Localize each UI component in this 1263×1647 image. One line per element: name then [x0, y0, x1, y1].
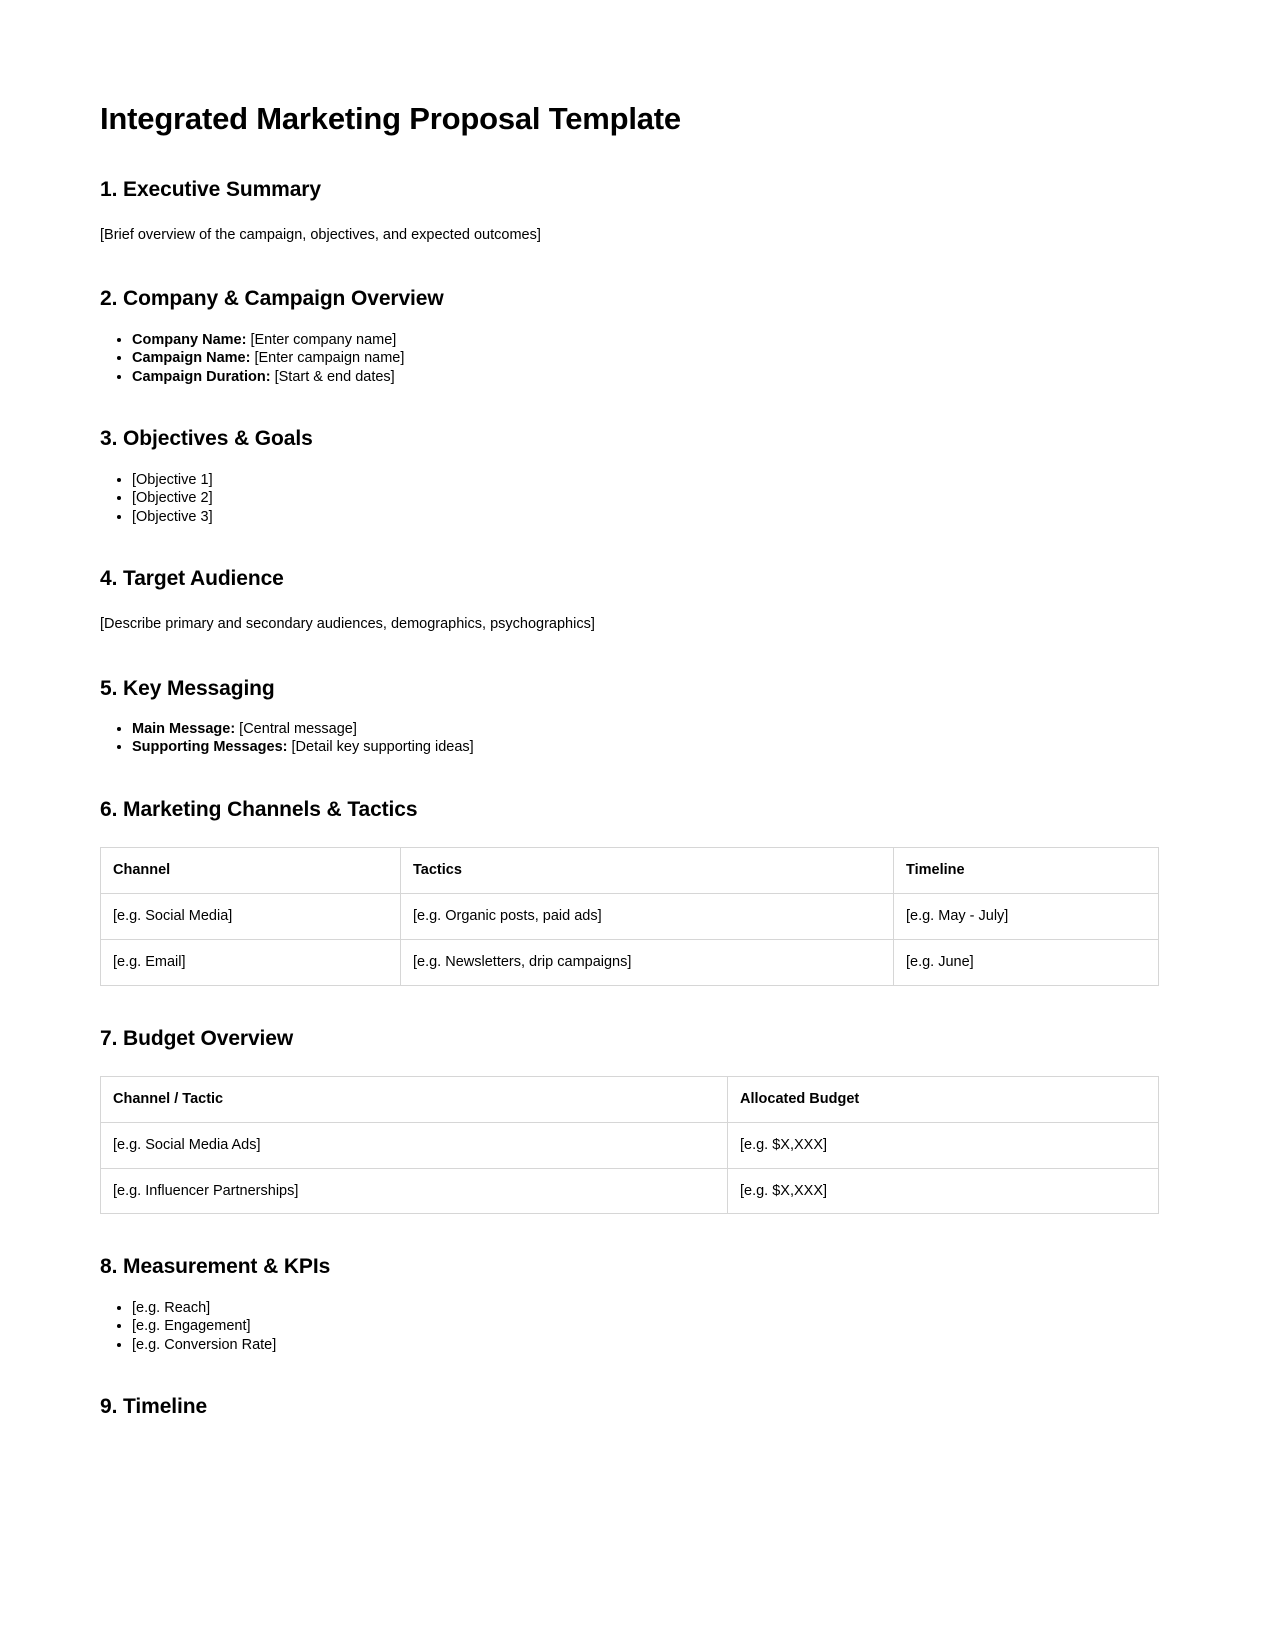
list-item: [132, 331, 1163, 350]
list-item-label: Campaign Duration:: [132, 368, 271, 385]
table-header-row: [101, 1076, 1159, 1122]
list-item: • [e.g. Engagement]: [132, 1317, 1163, 1336]
marketing-channels-table: [100, 847, 1159, 986]
list-item: [132, 349, 1163, 368]
objectives-list: [100, 471, 1163, 527]
document-title-block: [100, 100, 1163, 137]
table-header-row: [101, 848, 1159, 894]
table-cell: [e.g. Influencer Partnerships]: [101, 1168, 728, 1214]
column-header-channel-tactic: Channel / Tactic: [101, 1076, 728, 1122]
section-heading-executive-summary: 1. Executive Summary: [100, 178, 321, 202]
page-title: Integrated Marketing Proposal Template: [100, 101, 681, 136]
list-item-label: Campaign Name:: [132, 350, 251, 367]
section-heading-timeline: 9. Timeline: [100, 1395, 208, 1419]
table-row: [101, 1122, 1159, 1168]
section-target-audience: [100, 566, 1163, 635]
table-cell: [e.g. Newsletters, drip campaigns]: [401, 939, 894, 985]
list-item-value: [Enter company name]: [246, 331, 397, 348]
section-heading-target-audience: 4. Target Audience: [100, 567, 284, 591]
list-item-value: [Detail key supporting ideas]: [287, 739, 474, 756]
table-row: [101, 939, 1159, 985]
table-row: [101, 1168, 1159, 1214]
column-header-timeline: Timeline: [894, 848, 1159, 894]
list-item-label: Company Name:: [132, 331, 247, 348]
table-cell: [e.g. May - July]: [894, 893, 1159, 939]
section-heading-objectives-goals: 3. Objectives & Goals: [100, 427, 313, 451]
table-cell: [e.g. Organic posts, paid ads]: [401, 893, 894, 939]
list-item: • [Objective 2]: [132, 489, 1163, 508]
budget-overview-table: [100, 1076, 1159, 1215]
company-campaign-list: [100, 331, 1163, 387]
list-item: • [Objective 3]: [132, 508, 1163, 527]
section-key-messaging: [100, 676, 1163, 757]
section-heading-marketing-channels-tactics: 6. Marketing Channels & Tactics: [100, 797, 418, 821]
key-messaging-list: [100, 720, 1163, 757]
table-row: [101, 893, 1159, 939]
list-item-label: Supporting Messages:: [132, 739, 288, 756]
section-company-campaign-overview: [100, 286, 1163, 386]
section-marketing-channels-tactics: [100, 797, 1163, 986]
column-header-tactics: Tactics: [401, 848, 894, 894]
list-item: • [e.g. Conversion Rate]: [132, 1336, 1163, 1355]
section-budget-overview: [100, 1026, 1163, 1215]
list-item: [132, 720, 1163, 739]
section-heading-budget-overview: 7. Budget Overview: [100, 1026, 294, 1050]
list-item: • [Objective 1]: [132, 471, 1163, 490]
section-heading-measurement-kpis: 8. Measurement & KPIs: [100, 1255, 331, 1279]
measurement-kpis-list: [100, 1299, 1163, 1355]
column-header-channel: Channel: [101, 848, 401, 894]
table-cell: [e.g. Social Media]: [101, 893, 401, 939]
list-item-value: [Enter campaign name]: [250, 350, 405, 367]
table-cell: [e.g. $X,XXX]: [728, 1122, 1159, 1168]
table-cell: [e.g. Social Media Ads]: [101, 1122, 728, 1168]
list-item-value: [Central message]: [235, 720, 357, 737]
section-heading-key-messaging: 5. Key Messaging: [100, 676, 275, 700]
section-measurement-kpis: [100, 1254, 1163, 1354]
table-cell: [e.g. June]: [894, 939, 1159, 985]
section-objectives-goals: [100, 426, 1163, 526]
section-timeline: [100, 1394, 1163, 1420]
list-item-label: Main Message:: [132, 720, 236, 737]
column-header-allocated-budget: Allocated Budget: [728, 1076, 1159, 1122]
target-audience-body: [Describe primary and secondary audiences, demographics, psychographics]: [100, 616, 595, 633]
list-item-value: [Start & end dates]: [270, 368, 395, 385]
table-cell: [e.g. Email]: [101, 939, 401, 985]
table-cell: [e.g. $X,XXX]: [728, 1168, 1159, 1214]
section-executive-summary: [100, 177, 1163, 246]
list-item: • [e.g. Reach]: [132, 1299, 1163, 1318]
list-item: [132, 738, 1163, 757]
list-item: [132, 368, 1163, 387]
section-heading-company-campaign-overview: 2. Company & Campaign Overview: [100, 287, 444, 311]
executive-summary-body: [Brief overview of the campaign, objectives, and expected outcomes]: [100, 227, 541, 244]
